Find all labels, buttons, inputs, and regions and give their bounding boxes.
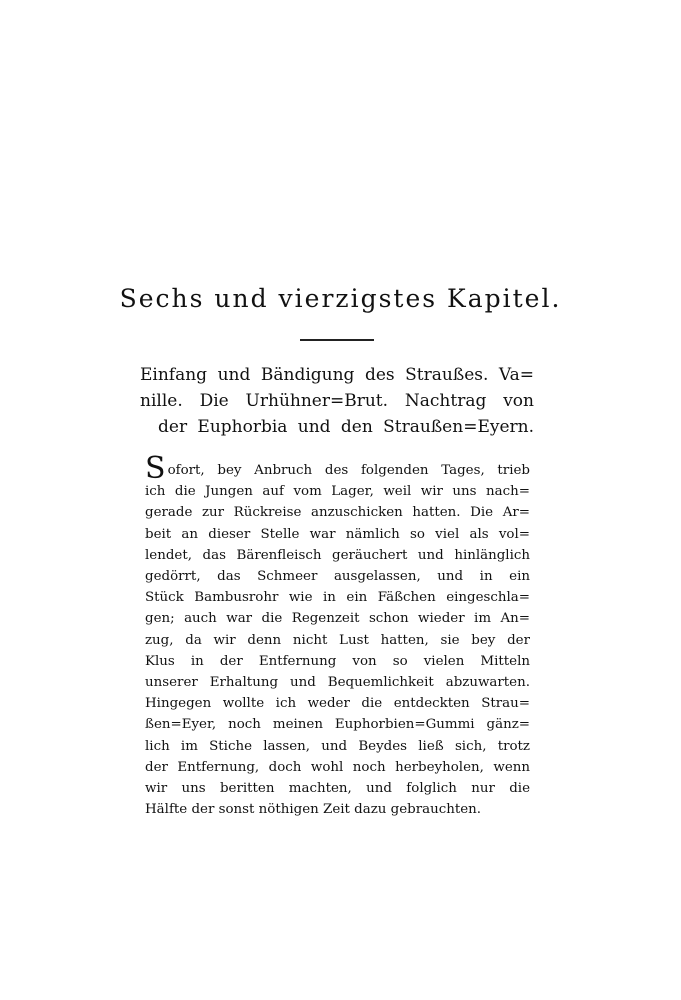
body-line: der Entfernung, doch wohl noch herbeyholen, wenn bbox=[145, 759, 530, 775]
body-paragraph bbox=[145, 451, 530, 820]
body-line: beit an dieser Stelle war nämlich so viel als vol= bbox=[145, 526, 530, 542]
summary-line: nille. Die Urhühner=Brut. Nachtrag von bbox=[140, 391, 534, 411]
body-line: gen; auch war die Regenzeit schon wieder im An= bbox=[145, 611, 530, 627]
body-line: gerade zur Rückreise anzuschicken hatten. Die Ar= bbox=[145, 505, 530, 521]
summary-line: der Euphorbia und den Straußen=Eyern. bbox=[158, 417, 534, 437]
body-line: wir uns beritten machten, und folglich nur die bbox=[145, 781, 530, 797]
drop-cap: S bbox=[145, 451, 166, 486]
body-line: unserer Erhaltung und Bequemlichkeit abzuwarten. bbox=[145, 675, 530, 691]
body-line: lendet, das Bärenfleisch geräuchert und hinlänglich bbox=[145, 547, 530, 563]
body-line: Stück Bambusrohr wie in ein Fäßchen eingeschla= bbox=[145, 590, 530, 606]
body-line: gedörrt, das Schmeer ausgelassen, und in ein bbox=[145, 569, 530, 585]
body-line: lich im Stiche lassen, und Beydes ließ sich, trotz bbox=[145, 738, 530, 754]
body-line: zug, da wir denn nicht Lust hatten, sie bey der bbox=[145, 632, 530, 648]
body-line: Hingegen wollte ich weder die entdeckten Strau= bbox=[145, 696, 530, 712]
chapter-summary bbox=[140, 362, 534, 440]
body-line: ofort, bey Anbruch des folgenden Tages, trieb bbox=[167, 463, 530, 478]
chapter-title: Sechs und vierzigstes Kapitel. bbox=[119, 284, 562, 313]
body-line: ßen=Eyer, noch meinen Euphorbien=Gummi gänz= bbox=[145, 717, 530, 733]
body-line: Hälfte der sonst nöthigen Zeit dazu gebrauchten. bbox=[145, 802, 482, 818]
body-line: ich die Jungen auf vom Lager, weil wir uns nach= bbox=[145, 484, 530, 500]
title-divider bbox=[300, 339, 374, 341]
summary-line: Einfang und Bändigung des Straußes. Va= bbox=[140, 365, 534, 385]
body-line: Klus in der Entfernung von so vielen Mitteln bbox=[145, 653, 530, 669]
